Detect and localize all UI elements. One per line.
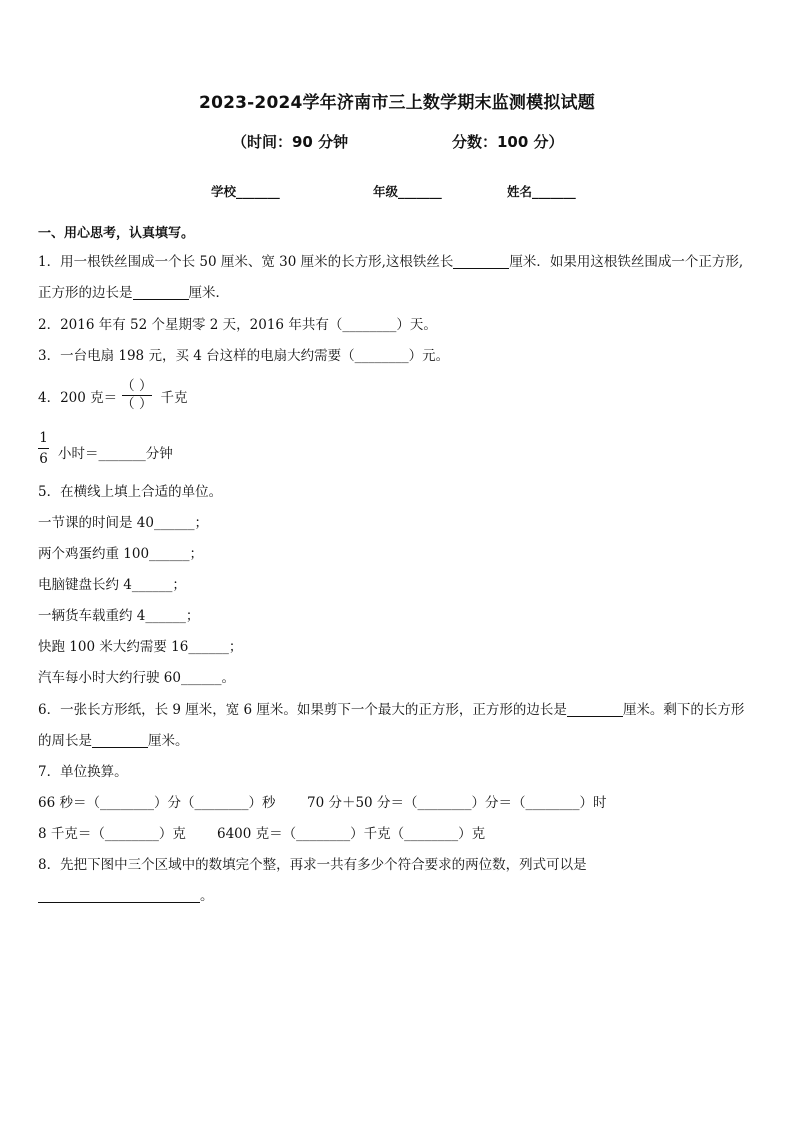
answer-blank[interactable] [38, 889, 200, 904]
fraction-numerator: 1 [39, 430, 48, 446]
question-4-part-2: 小时＝_______分钟 [58, 446, 173, 462]
fraction-one-sixth [38, 430, 49, 467]
question-8: 8．先把下图中三个区域中的数填完个整，再求一共有多少个符合要求的两位数，列式可以是 [38, 857, 587, 873]
question-7-heading: 7．单位换算。 [38, 764, 128, 780]
question-6-text-c: 的周长是 [38, 733, 92, 749]
question-4 [38, 378, 187, 413]
question-5-item: 一辆货车载重约 4______； [38, 608, 200, 624]
question-1-text-c: 正方形的边长是 [38, 285, 133, 301]
question-1-text-a: 1．用一根铁丝围成一个长 50 厘米、宽 30 厘米的长方形,这根铁丝长 [38, 254, 454, 270]
fraction-bar [38, 448, 49, 449]
question-6-text-b: 厘米。剩下的长方形 [622, 702, 745, 718]
question-5-item: 两个鸡蛋约重 100______； [38, 546, 204, 562]
exam-score: 分数：100 分） [452, 133, 564, 151]
question-1-text-b: 厘米．如果用这根铁丝围成一个正方形, [509, 254, 744, 270]
question-5-item: 一节课的时间是 40______； [38, 515, 208, 531]
answer-blank[interactable] [453, 255, 509, 270]
question-6-text-a: 6．一张长方形纸，长 9 厘米，宽 6 厘米。如果剪下一个最大的正方形，正方形的边长是 [38, 702, 567, 718]
question-5-item: 快跑 100 米大约需要 16______； [38, 639, 243, 655]
question-2: 2．2016 年有 52 个星期零 2 天，2016 年共有（________）天。 [38, 317, 437, 333]
answer-blank[interactable] [567, 703, 623, 718]
question-4-prefix: 4．200 克＝ [38, 389, 118, 406]
fraction-denominator-blank[interactable]: （ ） [121, 396, 153, 412]
fraction-numerator-blank[interactable]: （ ） [121, 378, 153, 394]
school-field[interactable]: 学校_______ [211, 184, 280, 199]
question-8-period: 。 [200, 888, 214, 904]
question-1-line-2 [38, 281, 229, 301]
question-3: 3．一台电扇 198 元，买 4 台这样的电扇大约需要（________）元。 [38, 348, 450, 364]
section-heading: 一、用心思考，认真填写。 [38, 226, 195, 241]
answer-blank[interactable] [133, 286, 189, 301]
question-7-row-2b: 6400 克＝（________）千克（________）克 [217, 826, 486, 842]
question-6-text-d: 厘米。 [148, 733, 189, 749]
question-5-heading: 5．在横线上填上合适的单位。 [38, 484, 223, 500]
question-4-suffix: 千克 [160, 389, 188, 406]
question-1-line-1 [38, 250, 743, 270]
question-5-item: 汽车每小时大约行驶 60______。 [38, 670, 235, 686]
answer-blank[interactable] [92, 734, 148, 749]
question-8-answer-line [38, 884, 214, 904]
question-5-item: 电脑键盘长约 4______； [38, 577, 186, 593]
question-7-row-1a: 66 秒＝（________）分（________）秒 [38, 795, 276, 811]
question-6-line-1 [38, 698, 744, 718]
grade-field[interactable]: 年级_______ [373, 184, 442, 199]
question-1-text-d: 厘米． [188, 285, 229, 301]
name-field[interactable]: 姓名_______ [507, 184, 576, 199]
question-6-line-2 [38, 729, 189, 749]
page-title: 2023-2024学年济南市三上数学期末监测模拟试题 [199, 93, 595, 113]
exam-time: （时间：90 分钟 [232, 133, 349, 151]
fraction-denominator: 6 [39, 451, 48, 467]
question-7-row-2a: 8 千克＝（________）克 [38, 826, 186, 842]
question-7-row-1b: 70 分＋50 分＝（________）分＝（________）时 [307, 795, 607, 811]
fraction [121, 378, 152, 413]
